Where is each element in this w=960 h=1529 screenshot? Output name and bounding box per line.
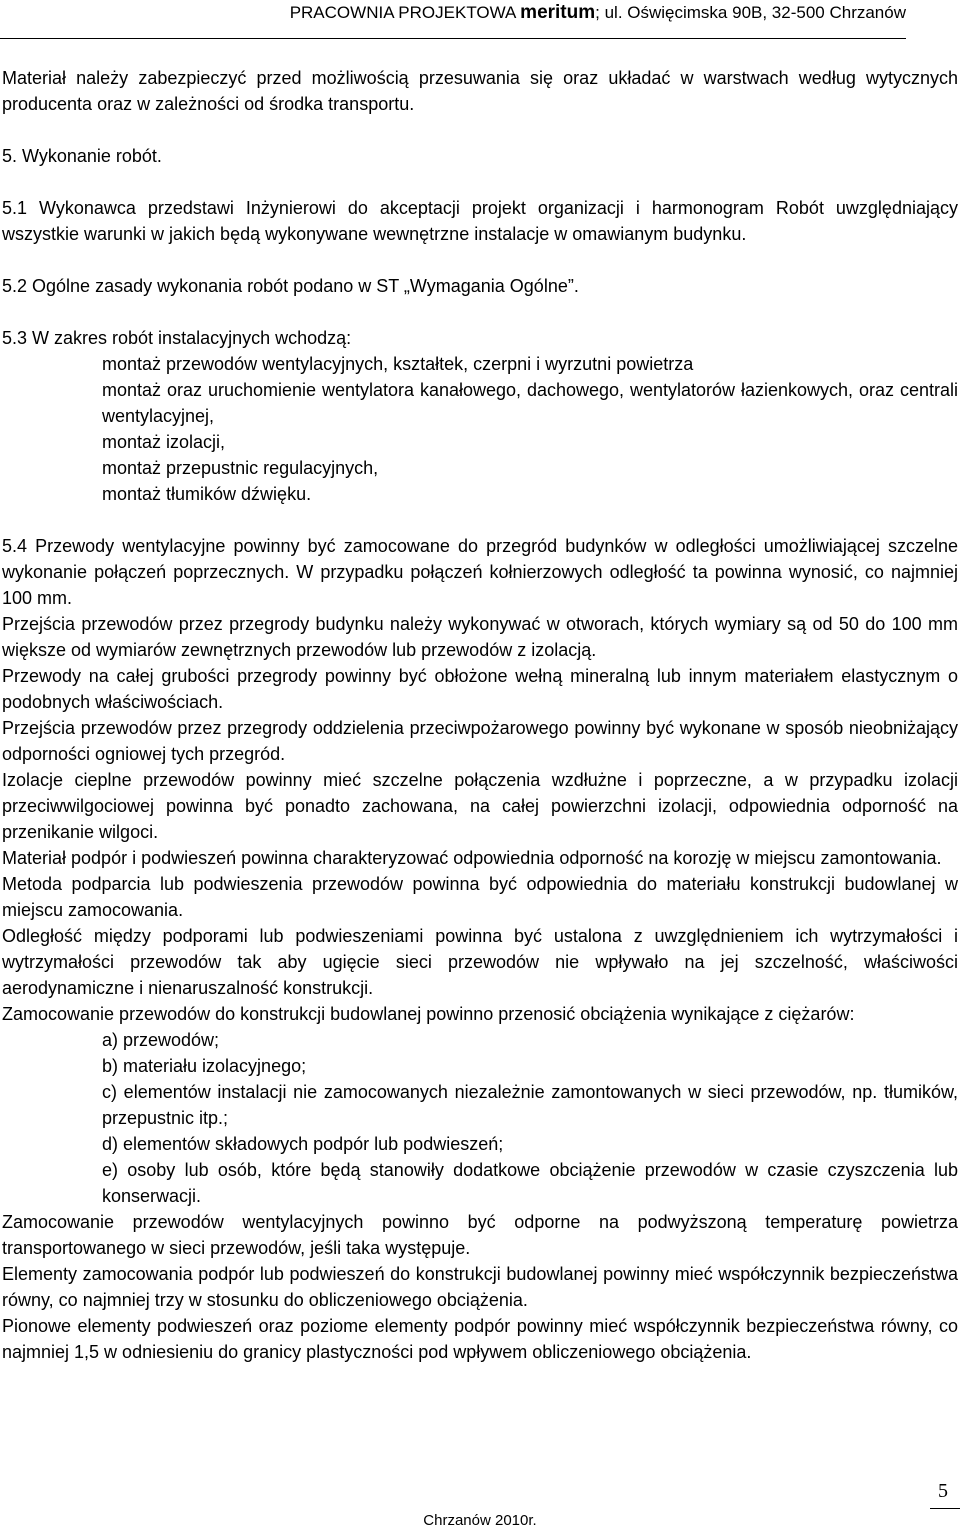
scope-item: montaż oraz uruchomienie wentylatora kanałowego, dachowego, wentylatorów łazienkowych, oraz centrali wentylacyjnej,	[102, 380, 958, 426]
load-item: b) materiału izolacyjnego;	[102, 1056, 307, 1076]
load-item: c) elementów instalacji nie zamocowanych niezależnie zamontowanych w sieci przewodów, np. tłumików, przepustnic itp.;	[102, 1082, 958, 1128]
body-paragraph: Zamocowanie przewodów do konstrukcji budowlanej powinno przenosić obciążenia wynikające z ciężarów:	[2, 1004, 855, 1024]
page-number-divider	[930, 1508, 960, 1509]
intro-paragraph: Materiał należy zabezpieczyć przed możliwością przesuwania się oraz układać w warstwach według wytycznych producenta oraz w zależności od środka transportu.	[2, 68, 958, 114]
header-divider	[0, 38, 906, 39]
header-address: ; ul. Oświęcimska 90B, 32-500 Chrzanów	[595, 3, 906, 22]
document-body	[2, 65, 958, 1365]
paragraph-5-3: 5.3 W zakres robót instalacyjnych wchodzą:	[2, 328, 352, 348]
scope-item: montaż przepustnic regulacyjnych,	[102, 458, 379, 478]
body-paragraph: Przejścia przewodów przez przegrody budynku należy wykonywać w otworach, których wymiary są od 50 do 100 mm większe od wymiarów zewnętrznych przewodów lub przewodów z izolacją.	[2, 614, 958, 660]
body-paragraph: Izolacje cieplne przewodów powinny mieć szczelne połączenia wzdłużne i poprzeczne, a w przypadku izolacji przeciwwilgociowej powinna być ponadto zachowana, na całej powierzchni izolacji, odpowiednia odporność na przenikanie wilgoci.	[2, 770, 958, 842]
scope-item: montaż izolacji,	[102, 432, 226, 452]
load-item: d) elementów składowych podpór lub podwieszeń;	[102, 1134, 504, 1154]
footer-city-year: Chrzanów 2010r.	[423, 1512, 537, 1529]
page-number: 5	[938, 1480, 948, 1502]
body-paragraph: Materiał podpór i podwieszeń powinna charakteryzować odpowiednia odporność na korozję w miejscu zamontowania.	[2, 848, 942, 868]
paragraph-5-4: 5.4 Przewody wentylacyjne powinny być zamocowane do przegród budynków w odległości umożliwiającej szczelne wykonanie połączeń poprzecznych. W przypadku połączeń kołnierzowych odległość ta powinna wynosić, co najmniej 100 mm.	[2, 536, 958, 608]
section-title: 5. Wykonanie robót.	[2, 146, 162, 166]
body-paragraph: Przewody na całej grubości przegrody powinny być obłożone wełną mineralną lub innym materiałem elastycznym o podobnych właściwościach.	[2, 666, 958, 712]
scope-item: montaż tłumików dźwięku.	[102, 484, 312, 504]
paragraph-5-2: 5.2 Ogólne zasady wykonania robót podano w ST „Wymagania Ogólne”.	[2, 276, 579, 296]
body-paragraph: Przejścia przewodów przez przegrody oddzielenia przeciwpożarowego powinny być wykonane w sposób nieobniżający odporności ogniowej tych przegród.	[2, 718, 958, 764]
header-brand: meritum	[520, 2, 596, 23]
page-header	[0, 2, 906, 24]
load-item: a) przewodów;	[102, 1030, 220, 1050]
body-paragraph: Pionowe elementy podwieszeń oraz poziome elementy podpór powinny mieć współczynnik bezpieczeństwa równy, co najmniej 1,5 w odniesieniu do granicy plastyczności pod wpływem obliczeniowego obciążenia.	[2, 1316, 958, 1362]
load-item: e) osoby lub osób, które będą stanowiły dodatkowe obciążenie przewodów w czasie czyszczenia lub konserwacji.	[102, 1160, 958, 1206]
header-prefix: PRACOWNIA PROJEKTOWA	[289, 3, 521, 22]
body-paragraph: Elementy zamocowania podpór lub podwieszeń do konstrukcji budowlanej powinny mieć współczynnik bezpieczeństwa równy, co najmniej trzy w stosunku do obliczeniowego obciążenia.	[2, 1264, 958, 1310]
body-paragraph: Metoda podparcia lub podwieszenia przewodów powinna być odpowiednia do materiału konstrukcji budowlanej w miejscu zamocowania.	[2, 874, 958, 920]
paragraph-5-1: 5.1 Wykonawca przedstawi Inżynierowi do akceptacji projekt organizacji i harmonogram Robót uwzględniający wszystkie warunki w jakich będą wykonywane wewnętrzne instalacje w omawianym budynku.	[2, 198, 958, 244]
body-paragraph: Odległość między podporami lub podwieszeniami powinna być ustalona z uwzględnieniem ich wytrzymałości i wytrzymałości przewodów tak aby ugięcie sieci przewodów nie wpływało na jej szczelność, właściwości aerodynamiczne i nienaruszalność konstrukcji.	[2, 926, 958, 998]
body-paragraph: Zamocowanie przewodów wentylacyjnych powinno być odporne na podwyższoną temperaturę powietrza transportowanego w sieci przewodów, jeśli taka występuje.	[2, 1212, 958, 1258]
scope-item: montaż przewodów wentylacyjnych, kształtek, czerpni i wyrzutni powietrza	[102, 354, 694, 374]
